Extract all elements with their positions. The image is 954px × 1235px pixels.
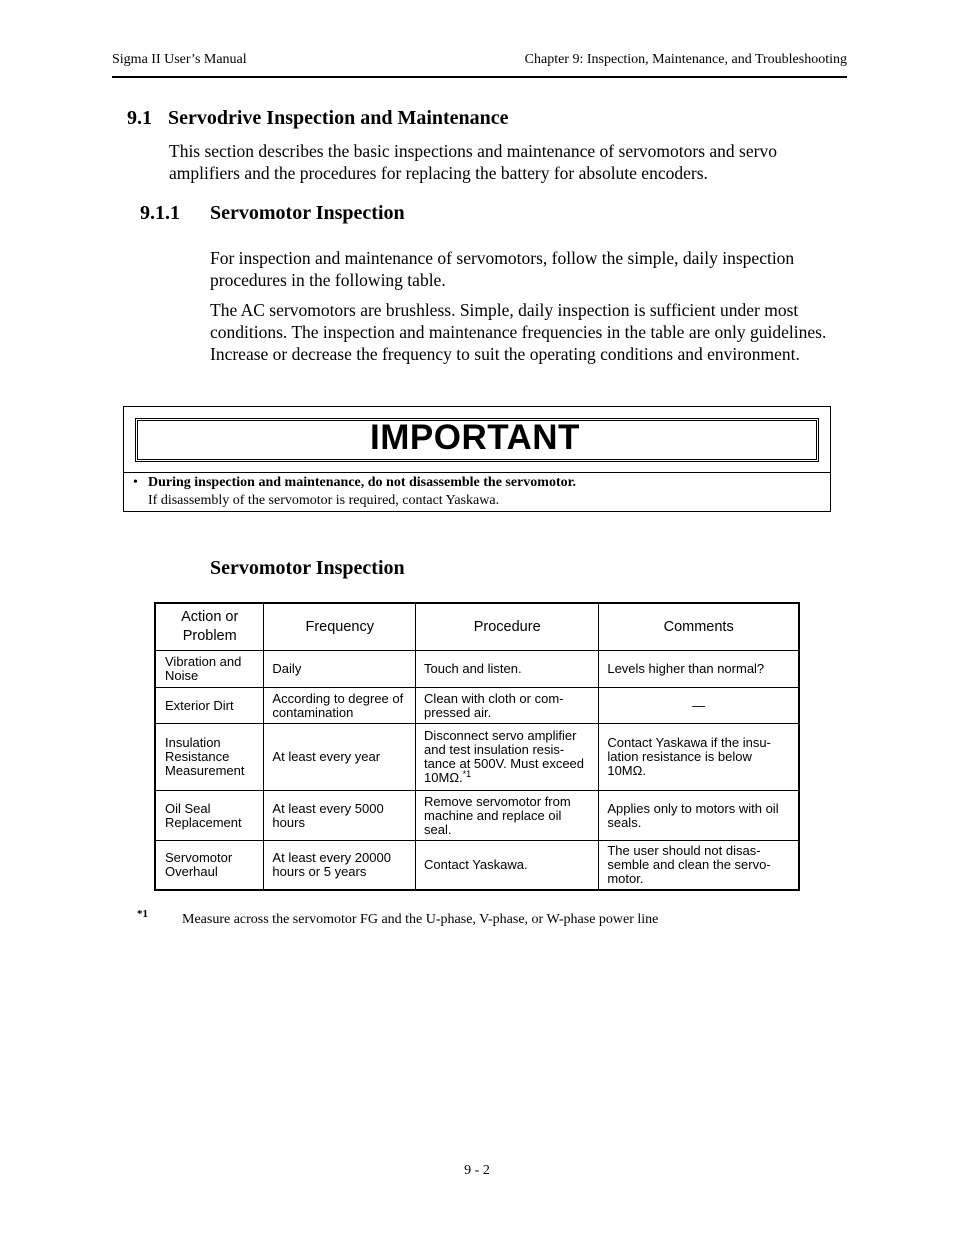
- header-procedure: Procedure: [416, 603, 599, 651]
- important-title: IMPORTANT: [370, 418, 580, 457]
- section-intro: This section describes the basic inspections and maintenance of servomotors and servo amplifiers and the procedures for replacing the battery for absolute encoders.: [169, 141, 777, 183]
- cell-frequency: At least every 20000 hours or 5 years: [264, 841, 416, 890]
- cell-frequency: At least every 5000 hours: [264, 791, 416, 841]
- table-title: Servomotor Inspection: [210, 557, 405, 579]
- cell-action: Vibration and Noise: [155, 651, 264, 688]
- important-title-frame: [137, 420, 817, 460]
- important-bold-line: During inspection and maintenance, do not disassemble the servomotor.: [148, 475, 577, 490]
- table-row: [155, 841, 799, 890]
- cell-action: Oil Seal Replacement: [155, 791, 264, 841]
- cell-action: Exterior Dirt: [155, 688, 264, 724]
- servomotor-inspection-table: [154, 602, 800, 891]
- subsection-heading: [140, 202, 405, 225]
- cell-procedure: Remove servomotor from machine and replace oil seal.: [416, 791, 599, 841]
- header-action: Action or Problem: [155, 603, 264, 651]
- bullet-icon: •: [133, 475, 138, 490]
- section-heading: [127, 107, 509, 130]
- cell-action: Insulation Resistance Measurement: [155, 724, 264, 791]
- header-comments: Comments: [599, 603, 799, 651]
- table-row: [155, 791, 799, 841]
- table-row: [155, 651, 799, 688]
- cell-procedure-text: Disconnect servo amplifier and test insulation resis-tance at 500V. Must exceed 10MΩ.: [424, 728, 585, 785]
- cell-frequency: Daily: [264, 651, 416, 688]
- table-row: [155, 688, 799, 724]
- important-notice-box: [123, 406, 831, 512]
- section-number: 9.1: [127, 107, 152, 129]
- cell-comments: Applies only to motors with oil seals.: [599, 791, 799, 841]
- cell-frequency: At least every year: [264, 724, 416, 791]
- page-header: [112, 52, 847, 78]
- section-title: Servodrive Inspection and Maintenance: [168, 107, 509, 129]
- footnote-reference: *1: [462, 769, 472, 779]
- cell-procedure: Clean with cloth or com-pressed air.: [416, 688, 599, 724]
- cell-procedure: Touch and listen.: [416, 651, 599, 688]
- cell-procedure: [416, 724, 599, 791]
- footnote-mark: *1: [137, 908, 148, 920]
- table-row: [155, 724, 799, 791]
- cell-procedure: Contact Yaskawa.: [416, 841, 599, 890]
- page-number: 9 - 2: [464, 1163, 490, 1178]
- important-divider: [124, 472, 830, 473]
- cell-frequency: According to degree of contamination: [264, 688, 416, 724]
- subsection-paragraph-1: For inspection and maintenance of servomotors, follow the simple, daily inspection procedures in the following table.: [210, 248, 795, 290]
- table-header-row: [155, 603, 799, 651]
- cell-action: Servomotor Overhaul: [155, 841, 264, 890]
- cell-comments: The user should not disas-semble and clean the servo-motor.: [599, 841, 799, 890]
- cell-comments: Levels higher than normal?: [599, 651, 799, 688]
- subsection-paragraph-2: The AC servomotors are brushless. Simple, daily inspection is sufficient under most conditions. The inspection and maintenance frequencies in the table are only guidelines. Increase or decrease the frequency to suit the operating conditions and environment.: [210, 300, 827, 364]
- cell-comments: Contact Yaskawa if the insu-lation resistance is below 10MΩ.: [599, 724, 799, 791]
- footnote-text: Measure across the servomotor FG and the U-phase, V-phase, or W-phase power line: [182, 912, 659, 927]
- header-frequency: Frequency: [264, 603, 416, 651]
- header-chapter-title: Chapter 9: Inspection, Maintenance, and Troubleshooting: [524, 52, 847, 67]
- important-plain-line: If disassembly of the servomotor is required, contact Yaskawa.: [148, 493, 500, 508]
- header-manual-title: Sigma II User’s Manual: [112, 52, 247, 67]
- subsection-title: Servomotor Inspection: [210, 202, 405, 224]
- cell-comments: —: [599, 688, 799, 724]
- subsection-number: 9.1.1: [140, 202, 180, 224]
